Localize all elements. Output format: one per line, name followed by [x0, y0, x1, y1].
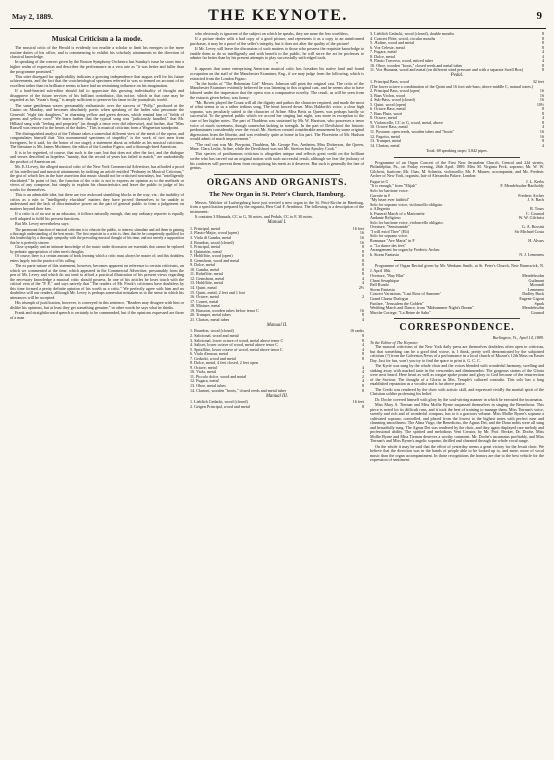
stop-row-value: 8: [541, 32, 544, 36]
programme-row-value: C. Gounod: [526, 210, 544, 216]
programme-row-label: Andante Religioso: [370, 216, 401, 221]
programme-row-label: Storm Fantasia: [370, 287, 395, 292]
stop-row-value: 8: [361, 253, 364, 259]
paragraph: The distinguished analyst of the Tribune takes a somewhat different view of the merit of the opera, and congratulates himself that "this monumental specimen of stupidity" is the work of two men from foreigners, be it said, for the honor of our stage); a statement about as reliable as his musical criticisms. The literature is Mr. James Mortimer, the editor of the London Figaro, and a thorough-bred American.: [10, 130, 184, 150]
stop-row-label: 12. Fagotto, metal: [370, 134, 400, 139]
stop-row-value: 4: [541, 49, 544, 55]
stop-row-label: 14. Clarion, metal: [370, 143, 400, 148]
stop-row-value: 8: [361, 382, 364, 388]
paragraph: The same gentleman waxes presumably enthusiastic over the success of "Polly," produced at the Casino on Monday, and becomes absolutely poetic when speaking of the ladies who personate the Generals' "eight fair daughters," in charming yellow and green dresses, which remind him of "fields of greens and yellow corn!" We learn further that the typical song was "judiciously handled," that Mr. Hilliard sang with "feeling and propriety" (as though a tenor ever did otherwise), and further, that "Miss Russell was restored to the hearts of the dudes." This is musical criticism from a Wagnerian standpoint.: [10, 102, 184, 131]
programme-row-value: Guilmant: [528, 277, 544, 283]
quote-paragraph: Close sympathy and an intimate knowledge of the music under discussion are essentials that cannot be replaced by pedantic appropriation of other men's thoughts.: [10, 245, 184, 254]
paragraph: The ex parte nature of this statement, however, becomes apparent on reference to certain criticisms, on which we commented at the time, which appeared in the Commercial Advertiser, presumably from the pen of Mr. Levey and which do not tend to afford a practical illustration of his present views regarding the necessary knowledge a musical critic should possess. In one of his articles he loses touch with the critical vein of the "P. P.," and says naively that "The readers of Mr. Finck's criticisms have doubtless by this time formed a pretty definite opinion of his worth as a critic." We perfectly agree with him and no doubtless will our readers, although Mr. Levey is perhaps somewhat mistaken as to the sense in which his utterances will be accepted.: [10, 263, 184, 300]
paragraph: It appears that some enterprising American musical critic has forsaken his native land and found occupation on the staff of the Manchester Examiner, Eng., if we may judge from the following, which is extracted from the London Figaro:: [190, 66, 364, 81]
stop-row-value: 16 feet: [352, 225, 364, 231]
stop-row-label: 5. Æoline, wood and metal: [370, 41, 415, 46]
stop-row-label: 3. Lieblich Gedackt, wood (closed), double mouths: [370, 32, 455, 36]
programme-row: [370, 311, 544, 316]
programme-row-value: W. W. Gilchrist: [518, 215, 544, 221]
quote-paragraph: The paramount function of musical criticism is to educate the public, to interest, stimulate and aid them in gaining a thorough understanding of the best music. The first requisite in a critic is, then, that he be competently qualified for this leadership by a thorough sympathy with the prevailing musical thought of his time, and not merely a supposition that he is perfectly sincere.: [10, 228, 184, 245]
stop-row: [190, 405, 364, 410]
programme-row-value: Sir Michael Costa: [514, 228, 544, 234]
programme-row-value: F. Mendelssohn-Bartholdy: [500, 183, 544, 189]
paragraph: But Mr. Levey nevertheless says:: [15, 221, 70, 227]
letter-dateline: Burlington, Vt., April 14, 1889.: [492, 335, 544, 341]
article-heading-musical-criticism: Musical Criticism a la mode.: [51, 34, 143, 43]
stop-row-value: 4: [541, 115, 544, 121]
programme-row-value: Dudley Buck: [522, 291, 544, 297]
programme-row-value: Frederic Archer: [518, 192, 544, 198]
stop-row-label: 1. Bourdon, wood (closed): [190, 329, 234, 334]
stop-row-value: 4: [361, 369, 364, 375]
programme-row-label: Concert Variations, "Last Rose of Summer": [370, 292, 442, 297]
programme-row-label: Solo for baritone voice, violoncello obligato.: [370, 220, 444, 225]
stop-row-label: 9. Violoncello, CC to G, wood, metal, above: [370, 120, 443, 125]
manual-3-title: Manual III.: [265, 393, 289, 399]
programme-row-label: "My heart ever faithful": [370, 198, 410, 203]
paragraph: "In the books of "The Bohemian Girl" Messrs. Johnson still print the original cast. The critic of the Manchester Examiner evidently believed he was listening to this original cast, and he seems also to have labored under the impression that the opera was a comparative novelty. The result, as will be seen from the extracts given below, was funny:: [190, 80, 364, 100]
masthead: [10, 6, 546, 29]
stop-row-label: 3. Bass Violon, wood: [370, 93, 406, 98]
programme-row-label: "It is enough," from "Elijah": [370, 184, 417, 189]
stop-row-value: 16: [359, 234, 364, 240]
stop-row-value: 4: [361, 364, 364, 370]
stop-row-value: 8: [361, 403, 364, 409]
paragraph: His triumph of justification, however, is conveyed in this sentence, "Readers may disagree with him or dislike his opinions, but at least they get something genuine," in other words he says what he thinks.: [10, 300, 184, 310]
stop-row-value: 4: [361, 378, 364, 384]
stop-row-label: 6. Quintatön, metal: [190, 249, 222, 254]
stop-row-value: 8: [361, 266, 364, 272]
stop-row-label: 18. Mixture, metal: [190, 304, 221, 309]
stop-row-value: 16: [359, 230, 364, 236]
section-star: *: [275, 60, 279, 66]
stop-row-label: 6. Vox Celeste, metal: [370, 45, 405, 50]
stop-row-label: 9. Octave, metal: [190, 365, 217, 370]
paragraph: On the whole it may be said that the effort of yesterday seems a great victory for the Jesuit choir. We believe that the direction was in the hands of people able to be looked up to, and more, more of vocal music than the organ accompaniment. In those recognitions the honors are due to the best vehicle for the expression of sentiment.: [370, 443, 544, 463]
stop-row-label: 14. Clarinet, wooden "boots," closed reeds and metal tubes: [190, 388, 287, 393]
stop-row-label: 13. Oboe, metal tubes: [190, 383, 226, 388]
stop-row-label: 20. Trumpet, metal tubes: [190, 313, 231, 318]
stop-row-value: 16: [539, 128, 544, 134]
paragraph: Mr. E.J.Levey, the alleged musical critic of the New York Commercial Advertiser, has afforded a proof of his intellectual and musical attainments by inditing an article entitled "Pedantry in Musical Criticism," the gist of which lies in the bare assertion that music should not be criticised nowadays, but "intelligently elucidated." In point of fact, the function of the critic is not to express an opinion as to the methods or views of any composer, but simply to explain his characteristics and leave the public to judge of his works for themselves.: [10, 164, 184, 192]
letter-body: [370, 345, 544, 463]
stop-row-label: 1. Principal Bass, wood: [370, 79, 409, 84]
divider: [394, 318, 520, 319]
article-manchester-examiner: [190, 67, 364, 170]
issue-date: May 2, 1889.: [12, 12, 53, 21]
programme-row: [370, 253, 544, 258]
stop-row-value: 4: [361, 342, 364, 348]
paragraph: This is an admirable idea, but there are two awkward stumbling blocks in the way, viz.: the inability of critics as a rule to "intelligently elucidate" matters they have proved themselves to be unable to understand and the lack of discriminative power on the part of general public to form a judgement on matters beyond their ken.: [10, 192, 184, 211]
stop-row-label: 7. Hohlflöte, wood (open): [190, 254, 233, 259]
stop-row-label: 9. Flauto Traverso, wood, mitred tubes: [370, 59, 434, 64]
stop-row-value: 4: [361, 275, 364, 281]
stop-row-label: 2. Principal Bass, wood (open): [370, 89, 421, 94]
programme-row-label: b. Storm Fantasia: [370, 252, 399, 257]
stop-row-label: 6. Octave Bass, metal: [370, 107, 406, 112]
stop-row-value: 4: [541, 124, 544, 130]
paragraph: If Mr. Levey will leave the discussion of such matters to those who possess the requisite knowledge to enable them to do so intelligently and with benefit to the public, he will serve the art he professes to admire far better than by his present attempts to play successfully with edged tools.: [190, 46, 364, 61]
stop-row-label: 21. Clarion, metal tubes: [190, 317, 230, 322]
stop-row-label: 12. Gemshorn, metal: [190, 276, 225, 281]
stop-row-label: 4. Sub-Bass, wood (closed): [370, 98, 415, 103]
stop-row-label: 4. Bourdon, wood (closed): [190, 240, 234, 245]
stop-row-value: 16: [539, 97, 544, 103]
newspaper-title: THE KEYNOTE.: [208, 7, 348, 24]
divider: [394, 260, 520, 261]
stop-row-value: 8: [541, 138, 544, 144]
stop-row-label: 11. Posaune, open reeds, wooden tubes and "boots": [370, 129, 455, 134]
stop-row-value: 16: [539, 92, 544, 98]
stop-row-label: 11. Piccolo dolce, wood and metal: [190, 374, 247, 379]
programme-row-value: Spark: [534, 300, 544, 306]
stop-row-value: 8: [361, 244, 364, 250]
stop-row-value: 16: [539, 133, 544, 139]
paragraph: Frank and straightforward speech is certainly to be commended, but if the opinions expressed are those of a man: [10, 310, 184, 320]
column-2: [190, 32, 364, 464]
stop-row-value: 4: [541, 58, 544, 64]
stop-row-label: 17. Cornet, metal: [190, 299, 219, 304]
stop-row-label: 3. Salicional, lower octave of wood, metal above tenor C: [190, 338, 284, 343]
programme-1-list: [370, 180, 544, 257]
programme-row-label: Chant Seraphique: [370, 278, 400, 283]
paragraph: The Credo was rendered by the choir with artistic skill, and expressed vividly the martial spirit of the Christian soldier professing his belief.: [370, 386, 544, 397]
stop-row-label: 6. Viola d'amour, metal: [190, 352, 229, 357]
stop-row-value: 8: [361, 355, 364, 361]
stop-row-label: 2. Flauto-Major, wood (open): [190, 231, 239, 236]
page-number: 9: [536, 10, 542, 22]
programme-row-label: Arrangement for organ by Frederic Archer.: [370, 248, 441, 253]
stop-row-value: 2: [361, 373, 364, 379]
stop-row-value: 16: [359, 239, 364, 245]
paragraph: Dr. Doche covered himself with glory by the soul-stirring manner in which he executed the incarnatus.: [375, 396, 544, 402]
programme-row-label: Wedding March and Dance, from "Midsummer Night's Dream": [370, 306, 475, 311]
programme-row-label: Gavotte in F: [370, 193, 391, 198]
letter-salutation: To the Editor of The Keynote:: [370, 339, 419, 345]
programme-row-label: b. Funeral March of a Marionette: [370, 211, 425, 216]
section-heading-correspondence: CORRESPONDENCE.: [399, 322, 515, 334]
paragraph: Miss Mary A. Tiernan and Miss Mollie Byrne surpassed themselves in singing the Benedictus. This piece is noted for its difficult runs, and it took the best of training to manage them. Miss Tiernan's voice, sweetly and rich and of wonderful compass, has to it a gracious volume. Miss Mollie Byrne's soprano a cultivated soprano, controlled, and placed from the lowest to the highest notes with perfect ease and charming smoothness. The Alma Virgo, the Benedictus, the Agnus Dei, and the Dona nobis were all sung and beautifully sung. The Agnus Dei was rendered by the choir, and they again displayed rare melody and professional ability. The spirited and melodious Veni Creator, by Mr. Prof. Becker, Dr. Doche, Miss Mollie Byrne and Miss Tiernan deserves a worthy comment. Mr. Doche's incarnatus profitably, and Miss Tiernan's and Miss Byrne's angelic soprano, thrilled and charmed through the whole vocal range.: [370, 402, 544, 444]
manual-2-stops: [190, 329, 364, 393]
stop-row: [190, 389, 364, 394]
stop-row-label: 9. Dolce, metal: [190, 263, 216, 268]
programme-row-value: J. L. Krebs: [526, 178, 544, 184]
pedal-title: Pedal.: [450, 73, 464, 79]
stop-row-label: 8. Gemshorn, wood and metal: [190, 258, 240, 263]
programme-row-label: Solo for baritone voice.: [370, 189, 409, 193]
stop-row-label: 13. Trumpet, metal: [370, 139, 402, 144]
stop-row-value: 4: [361, 346, 364, 352]
paragraph: "The real cast was Mr. Pierpoint, Thaddeus, Mr. George Fox, Arnheim, Miss Dickerson, the Queen, Mme. Clara Leslie, Arline, while the Devilshoof was not Mr. Stretton but Aynsley Cook.": [190, 141, 364, 152]
stop-row-value: 8: [361, 332, 364, 338]
programme-row-label: Romanza "Ave Maria" in F: [370, 239, 415, 244]
paragraph: The Kyrie was sung by the whole choir and the voices blended with wonderful harmony, swelling and sinking away with marked taste in the crescendos and diminuendos. The gorgeous strains of the Gloria were next heard. Here heart as well as tongue spoke praise and glory to God because of the resurrection of the Saviour. The thought of a Gloria in Mrs. Temple's cultured contralto. This solo has a long established reputation as a vocalist and is far above praise.: [370, 363, 544, 387]
paragraph: If a critic is of no use as an educator, it follows naturally enough, that any ordinary reporter is equally well adapted to fulfil his present functions.: [10, 211, 184, 221]
stop-row-label: 1. Lieblich Gedackt, wood (closed): [190, 400, 248, 405]
programme-row-label: Bell Rondo: [370, 283, 389, 288]
article-quote: [10, 228, 184, 262]
paragraph: If a picture dealer sells a bad copy of a good picture, and represents it as a copy to an uninformed purchaser, it may be a proof of the seller's integrity, but it does not alter the quality of the picture!: [190, 36, 364, 46]
stop-row-value: 8: [361, 271, 364, 277]
stop-row-value: 8: [541, 106, 544, 112]
paragraph: In speaking of the concert given by the Boston Symphony Orchestra last Sunday's issue he soars into a higher realm of expression and describes the performance as a vera arte as "it was better and fuller than the programme promised.": [10, 59, 184, 74]
quote-paragraph: Of course, there is a certain amount of book learning which a critic must always be master of; and this doubtless enters largely into the practice of his calling.: [10, 254, 184, 263]
stop-row-label: 11. Rohrflöte, metal: [190, 272, 223, 277]
programme-row-value: Eugene Gigout: [519, 296, 544, 302]
programme-row-label: a. "La dance des fees": [370, 243, 407, 248]
stop-row-label: 8. Dolce, metal, 4 feet closed, 2 feet open: [190, 361, 258, 366]
programme-row-value: B. Tours: [530, 206, 544, 212]
programme-row-value: Mendelssohn: [522, 273, 544, 279]
stop-row-value: 4: [361, 280, 364, 286]
paragraph: This species of posthumous criticism is altogether unique and reflects great credit on the brilliant scribe who has carved out an original notion with such successful result, although we fear the jealousy of his confreres will prevent them from recognizing his merit as it deserves. But such is generally the fate of genius.: [190, 151, 364, 171]
stop-row-label: (The lower octave a combination of the Quint and 16 foot sub-bass; above middle C, natural tones.): [370, 84, 534, 89]
stop-row-label: 10. Oboe, wooden "boots," closed reeds and metal tubes: [370, 63, 463, 68]
manual-3-stops: [190, 400, 364, 409]
programme-1-intro: Programme of an Organ Concert of the First New Jerusalem Church, Central and 22d streets, Philadelphia, Pa., on Friday evening, 26th April, 1889. Miss M. Virginia Peck, soprano; Mr. W. W. Gilchrist, baritone; Mr. Chas. M. Schmitz, violoncello; Mr. F. Maurer, accompanist, and Mr. Frederic Archer of New York, organist, late of Alexandra Palace, London:: [370, 159, 544, 179]
stop-row-label: 7. Gedackt, wood and metal: [190, 356, 236, 361]
column-1: [10, 32, 184, 464]
paragraph: This utter disregard for applicability indicates a growing independence that augurs well for his future achievements, and the fact that the crotchetological specimen referred to was so termed on account of its excellent rather than its brilliance seems to have had no restraining influence on his imagination.: [10, 73, 184, 88]
stop-row-label: 13. Hohlflöte, metal: [190, 281, 223, 286]
programme-row-label: Fugue in G: [370, 179, 389, 184]
stop-row-label: 5. Quint, wood (open): [370, 102, 407, 107]
stop-row-value: 2⅔: [358, 284, 364, 290]
programme-row-value: G. A. Rossini: [521, 224, 544, 230]
columns: [10, 32, 546, 464]
stop-row-value: 8: [541, 35, 544, 41]
programme-row-label: Overture, "Semiramide": [370, 225, 410, 230]
organ-total: Total, 68 speaking stops; 3,842 pipes.: [426, 148, 488, 154]
stop-row-label: 5. Spitzflöte, lower octave of wood, metal above tenor C: [190, 347, 283, 352]
stop-row-label: 8. Octave, metal: [370, 116, 397, 121]
stop-row-label: 2. Salicional, wood and metal: [190, 333, 239, 338]
article-subheading-hamburg: The New Organ in St. Peter's Church, Hamburg.: [208, 190, 346, 198]
stop-row-value: 2: [361, 294, 364, 300]
programme-row-label: Overture, "Ruy Blas": [370, 274, 406, 279]
stop-row-value: 8: [541, 67, 544, 73]
stop-row-value: 16 ranks: [350, 328, 364, 334]
stop-row: [370, 68, 544, 73]
stop-row-label: 12. Fugara, metal: [190, 379, 219, 384]
programme-row-label: Marche Cortege, "La Reine de Saba": [370, 310, 431, 315]
stop-row-label: 16. Octave, metal: [190, 295, 219, 300]
paragraph: "Mr. Bovett played the Count will all the dignity and pathos the character required, and made the most of what seems to us a rather tedious song, The heart bowed down. Miss Haldorth's voice, a clear high soprano, was peculiarly suited to the character of Arline. Miss Betts as Queen, was perhaps hardly so successful. To the general public which we accord her singing last night, was more in exception to the case of her higher notes. The part of Thaddeus was sustained by Mr. W. Harrison, who possesses a tenor voice of much sweetness, though somewhat lacking in strength. In the part of Devilshoof the historic predominates considerably over the vocal. Mr. Stretton created considerable amusement by some original digressions from the libretto, and was evidently quite at home in his part. The Florestein of Mr. Hudson would admit of much improvement.": [190, 99, 364, 142]
organ-intro: Messrs. Walcker of Ludwigsburg have just erected a new organ in the St. Petri-Kirche in Hamburg, from a specification prepared by the organist, Herr Carl F. Armbrust. The following is a description of the instrument:: [190, 199, 364, 214]
programme-2-intro: Programme of Organ Recital given by Mr. Wenham Smith, at St. Peter's Church, New Brunswick, N. J. April 18th.: [370, 263, 544, 273]
programme-row-label: Solo for soprano voice.: [370, 234, 409, 239]
article-body-continuation: [190, 32, 364, 61]
programme-row-value: Lemmens: [527, 286, 544, 292]
manual-3-stops-continued: [370, 32, 544, 73]
programme-row-value: Gounod: [530, 309, 544, 315]
divider: [214, 174, 340, 175]
stop-row-value: 8: [541, 62, 544, 68]
paragraph: who obviously is ignorant of the subject on which he speaks, they are none the less worthless.: [195, 32, 349, 36]
stop-row-value: 8: [361, 387, 364, 393]
stop-row-label: 10. Gamba, metal: [190, 267, 220, 272]
stop-row-value: 8: [541, 119, 544, 125]
stop-row-label: 7. Fugara, metal: [370, 50, 397, 55]
article-body-continued: [10, 264, 184, 320]
stop-row-label: 2. Geigen Principal, wood and metal: [190, 404, 250, 409]
stop-row-value: 8: [541, 110, 544, 116]
programme-row-label: "I will extol Thee" (Eli): [370, 229, 409, 234]
programme-row-label: Funfare, "Jerusalem the Golden": [370, 301, 424, 306]
column-3: [370, 32, 544, 464]
stop-row-label: 3. Viola di Gamba, metal: [190, 235, 232, 240]
paragraph: It is to be regretted, of course, that such is the case, but that does not alter the fact, and the dialogue and verses described as hopeless "inanity, that the record of years has failed to match," are undoubtedly the product of American art.: [10, 149, 184, 164]
stop-row-value: 16 feet: [352, 399, 364, 405]
stop-row-value: 8: [361, 257, 364, 263]
manual-1-stops: [190, 227, 364, 322]
article-body: [10, 46, 184, 227]
stop-row-value: 8: [361, 351, 364, 357]
stop-row-label: 4. Concert Flöte, wood, circular mouths: [370, 36, 436, 41]
stop-row-value: 8: [361, 262, 364, 268]
programme-row-value: H. Alvars: [528, 238, 544, 244]
stop-row-label: 5. Principal, metal: [190, 245, 221, 250]
stop-row: [190, 318, 364, 323]
programme-row-value: N. J. Lemmens: [519, 251, 544, 257]
stop-row-value: 4: [541, 53, 544, 59]
programme-row-value: J. S. Bach: [527, 197, 544, 203]
pedal-stops: [370, 80, 544, 148]
stop-row-value: 8: [361, 337, 364, 343]
organ-contains: It contains 3 Manuals, CC to G, 56 notes, and Pedals, CC to F, 30 notes.: [195, 214, 314, 220]
stop-row-value: 4: [541, 142, 544, 148]
stop-row-label: 10. Viola, metal: [190, 370, 217, 375]
programme-row-value: Mendelssohn: [522, 305, 544, 311]
stop-row-value: 10⅔: [536, 101, 544, 107]
stop-row-label: 10. Octave Bass, metal: [370, 125, 408, 130]
programme-2-list: [370, 274, 544, 315]
stop-row-label: 4. Salicet, lower octave of wood, metal above tenor C: [190, 343, 278, 348]
stop-row-label: 19. Bassoon, wooden tubes below tenor C: [190, 308, 259, 313]
stop-row-value: 16: [359, 307, 364, 313]
section-heading-organs: ORGANS AND ORGANISTS.: [206, 177, 348, 188]
stop-row-value: 8: [361, 312, 364, 318]
programme-row-label: Solo for soprano voice, violoncello obligato.: [370, 202, 444, 207]
stop-row-value: 4: [361, 316, 364, 322]
paragraph: The musical criticisms of the New York daily press are themselves doubtless often open to criticism, but that something can be a good deal worse, is, I think, pretty well demonstrated by the subjoined criticism (?) from the Galveston News of a performance in a local church of Mozart's 12th Mass on Easter Day. Just for fun, won't you try to find the space to print it. G. C. C.: [370, 344, 544, 363]
stop-row-label: 11. Vox Humana, wood and metal (on different wind pressure and with a separate Swell Box): [370, 68, 523, 73]
programme-row-label: Grand Chœur Dialogue: [370, 297, 409, 302]
stop-row-label: 14. Quint, metal: [190, 285, 217, 290]
stop-row-value: 8: [361, 248, 364, 254]
programme-row-value: Morandi: [529, 282, 544, 288]
stop-row-value: 8: [541, 40, 544, 46]
stop-row-value: 8: [541, 44, 544, 50]
manual-2-title: Manual II.: [266, 322, 288, 328]
paragraph: The musical critic of the Herald is evidently too erudite a scholar to limit his energies to the mere routine duties of his office, and is commencing to exhibit his scholarly attainments in the direction of classical knowledge.: [10, 45, 184, 60]
stop-row-value: 16: [539, 88, 544, 94]
paragraph: If a hard-hearted sub-editor should fail to appreciate this growing individuality of thought and disapprove of the future services of his brilliant contributor, this notice, which in that case may be regarded as his "Swan's Song," is amply sufficient to preserve his fame in the journalistic world.: [10, 88, 184, 103]
stop-row-label: 1. Principal, metal: [190, 226, 221, 231]
manual-1-title: Manual I.: [267, 220, 287, 226]
divider: [394, 157, 520, 158]
stop-row-value: 32 feet: [532, 78, 544, 84]
programme-row-label: a. Allegretto: [370, 207, 391, 212]
stop-row-label: 8. Dolce, metal: [370, 54, 396, 59]
stop-row-label: 15. Quint, metal, 2 feet and 1 foot: [190, 290, 246, 295]
stop-row-label: 7. Bass Flute, wood: [370, 111, 403, 116]
